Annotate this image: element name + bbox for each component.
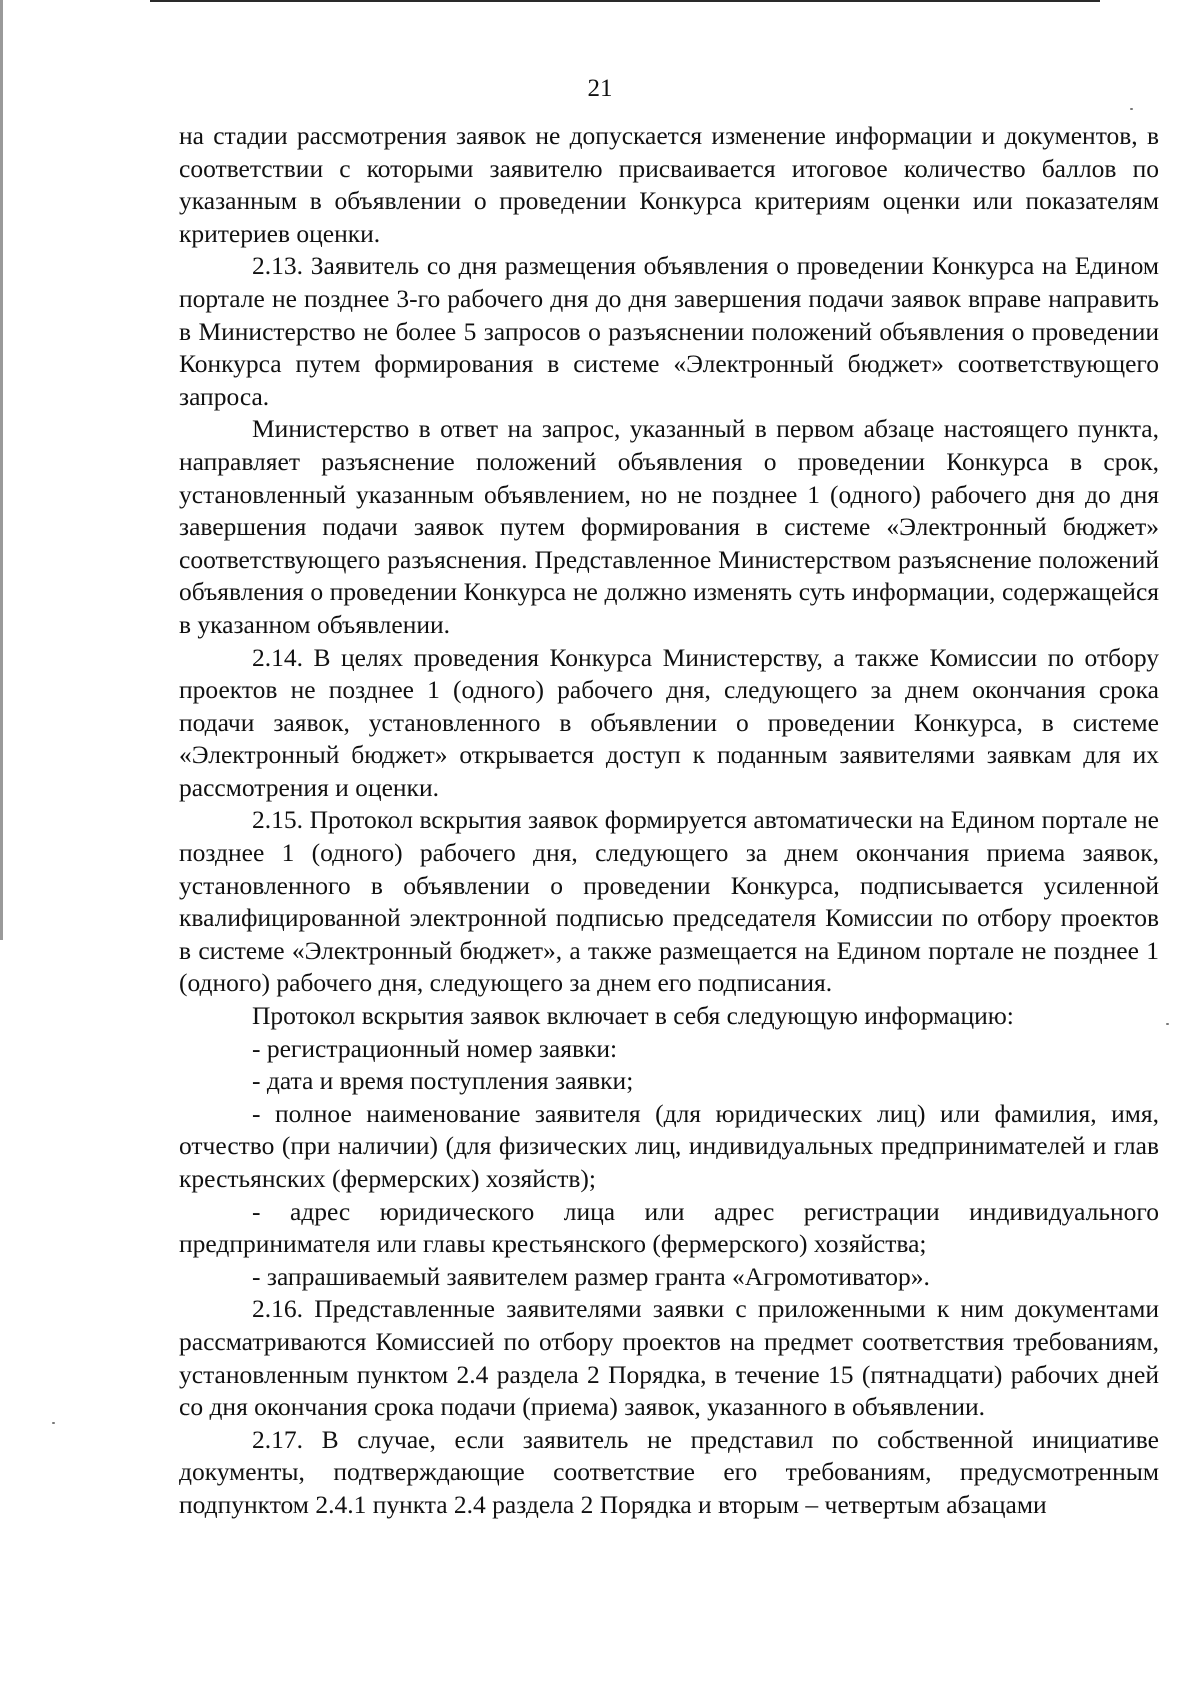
scan-edge-top (150, 0, 1100, 2)
list-item: - дата и время поступления заявки; (252, 1066, 634, 1096)
paragraph-2-17: 2.17. В случае, если заявитель не представил по собственной инициативе документы, подтверждающие соответствие его требованиям, предусмотренным подпунктом 2.4.1 пункта 2.4 раздела 2 Порядка и вторым – четвертым абзацами (179, 1424, 1159, 1519)
paragraph-2-14: 2.14. В целях проведения Конкурса Министерству, а также Комиссии по отбору проектов не позднее 1 (одного) рабочего дня, следующего за днем окончания срока подачи заявок, установленного в объявлении о проведении Конкурса, в системе «Электронный бюджет» открывается доступ к поданным заявителями заявкам для их рассмотрения и оценки. (179, 642, 1159, 802)
list-item: - адрес юридического лица или адрес регистрации индивидуального предпринимателя или главы крестьянского (фермерского) хозяйства; (179, 1196, 1159, 1259)
page-number: 21 (587, 75, 613, 102)
document-body (179, 120, 1159, 1522)
list-item: - регистрационный номер заявки: (252, 1033, 618, 1063)
scan-edge-left (0, 0, 3, 940)
paragraph-2-13: 2.13. Заявитель со дня размещения объявления о проведении Конкурса на Едином портале не позднее 3-го рабочего дня до дня завершения подачи заявок вправе направить в Министерство не более 5 запросов о разъяснении положений объявления о проведении Конкурса путем формирования в системе «Электронный бюджет» соответствующего запроса. (179, 251, 1159, 411)
list-item: - запрашиваемый заявителем размер гранта «Агромотиватор». (252, 1261, 930, 1291)
paragraph-continuation: на стадии рассмотрения заявок не допускается изменение информации и документов, в соответствии с которыми заявителю присваивается итоговое количество баллов по указанным в объявлении о проведении Конкурса критериям оценки или показателям критериев оценки. (179, 121, 1159, 248)
paragraph-ministry-response: Министерство в ответ на запрос, указанный в первом абзаце настоящего пункта, направляет разъяснение положений объявления о проведении Конкурса в срок, установленный указанным объявлением, но не позднее 1 (одного) рабочего дня до дня завершения подачи заявок путем формирования в системе «Электронный бюджет» соответствующего разъяснения. Представленное Министерством разъяснение положений объявления о проведении Конкурса не должно изменять суть информации, содержащейся в указанном объявлении. (179, 414, 1159, 639)
paragraph-2-15: 2.15. Протокол вскрытия заявок формируется автоматически на Едином портале не позднее 1 (одного) рабочего дня, следующего за днем окончания приема заявок, установленного в объявлении о проведении Конкурса, подписывается усиленной квалифицированной электронной подписью председателя Комиссии по отбору проектов в системе «Электронный бюджет», а также размещается на Едином портале не позднее 1 (одного) рабочего дня, следующего за днем его подписания. (179, 805, 1159, 998)
list-item: - полное наименование заявителя (для юридических лиц) или фамилия, имя, отчество (при наличии) (для физических лиц, индивидуальных предпринимателей и глав крестьянских (фермерских) хозяйств); (179, 1098, 1159, 1193)
scan-speck (1166, 1023, 1169, 1025)
paragraph-2-16: 2.16. Представленные заявителями заявки с приложенными к ним документами рассматриваются Комиссией по отбору проектов на предмет соответствия требованиям, установленным пунктом 2.4 раздела 2 Порядка, в течение 15 (пятнадцати) рабочих дней со дня окончания срока подачи (приема) заявок, указанного в объявлении. (179, 1294, 1159, 1422)
scan-speck (52, 1422, 55, 1424)
scan-speck (1130, 108, 1133, 110)
paragraph-protocol-intro: Протокол вскрытия заявок включает в себя следующую информацию: (252, 1001, 1014, 1031)
